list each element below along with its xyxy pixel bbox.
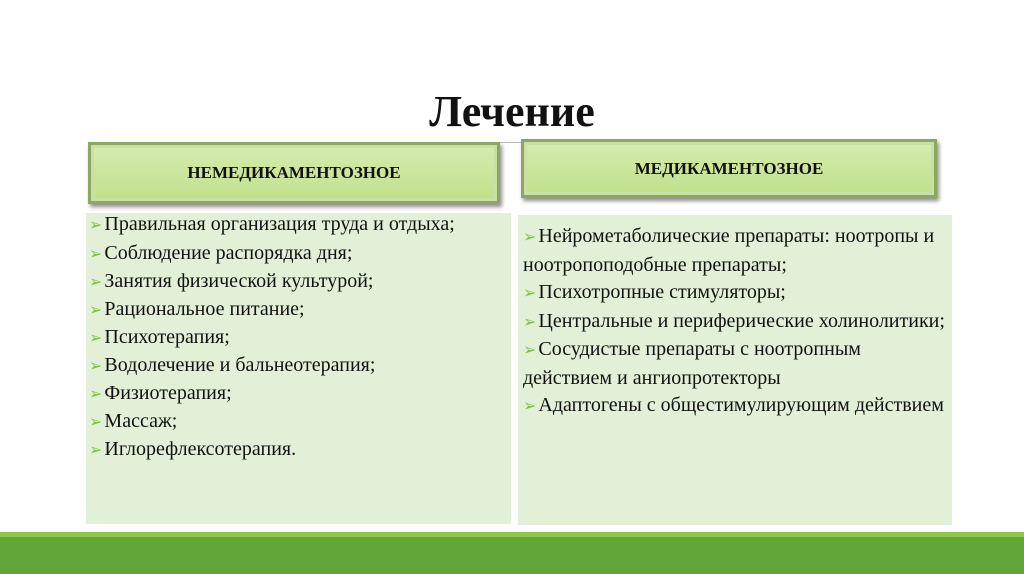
list-item <box>89 408 511 436</box>
bullet-arrow-icon: ➢ <box>89 330 103 347</box>
bullet-arrow-icon: ➢ <box>89 217 103 234</box>
bullet-arrow-icon: ➢ <box>89 358 103 375</box>
list-item-text: Занятия физической культурой; <box>104 270 374 292</box>
list-item <box>523 336 952 392</box>
list-item-text: Адаптогены с общестимулирующим действием <box>538 394 944 416</box>
list-item <box>523 392 952 421</box>
bullet-arrow-icon: ➢ <box>89 246 103 263</box>
list-item-text: Психотропные стимуляторы; <box>538 281 786 303</box>
list-item-text: Психотерапия; <box>104 326 230 348</box>
non-drug-list <box>86 213 511 524</box>
connector-line <box>500 142 521 143</box>
drug-list <box>518 215 952 525</box>
list-item-text: Массаж; <box>104 410 178 432</box>
list-item <box>89 296 511 324</box>
list-item-text: Иглорефлексотерапия. <box>104 438 297 460</box>
bullet-arrow-icon: ➢ <box>89 274 103 291</box>
list-item <box>89 436 511 464</box>
list-item <box>523 223 952 279</box>
bullet-arrow-icon: ➢ <box>523 398 537 415</box>
header-non-drug: НЕМЕДИКАМЕНТОЗНОЕ <box>88 142 500 204</box>
list-item-text: Правильная организация труда и отдыха; <box>104 213 455 235</box>
bullet-arrow-icon: ➢ <box>523 313 537 331</box>
bullet-arrow-icon: ➢ <box>89 442 103 459</box>
bullet-arrow-icon: ➢ <box>89 414 103 431</box>
list-item-text: Физиотерапия; <box>104 382 232 404</box>
list-item-text: Соблюдение распорядка дня; <box>104 242 353 264</box>
list-item <box>89 352 511 380</box>
list-item-text: Рациональное питание; <box>104 298 305 320</box>
slide-title: Лечение <box>429 87 595 136</box>
header-drug: МЕДИКАМЕНТОЗНОЕ <box>521 139 937 198</box>
bullet-arrow-icon: ➢ <box>523 285 537 302</box>
list-item-text: Центральные и периферические холинолитики; <box>538 309 945 332</box>
bullet-arrow-icon: ➢ <box>89 302 103 319</box>
list-item <box>89 240 511 268</box>
bullet-arrow-icon: ➢ <box>523 342 537 359</box>
bullet-arrow-icon: ➢ <box>523 229 537 246</box>
list-item <box>89 324 511 352</box>
list-item <box>89 213 511 234</box>
list-item-text: Водолечение и бальнеотерапия; <box>104 354 376 376</box>
list-item-text: Нейрометаболические препараты: ноотропы и ноотропоподобные препараты; <box>523 225 935 276</box>
footer-bar <box>0 537 1024 574</box>
list-item <box>89 380 511 408</box>
list-item <box>523 279 952 308</box>
list-item <box>89 268 511 296</box>
bullet-arrow-icon: ➢ <box>89 386 103 403</box>
list-item <box>523 308 952 337</box>
list-item-text: Сосудистые препараты с ноотропным действием и ангиопротекторы <box>523 338 861 389</box>
